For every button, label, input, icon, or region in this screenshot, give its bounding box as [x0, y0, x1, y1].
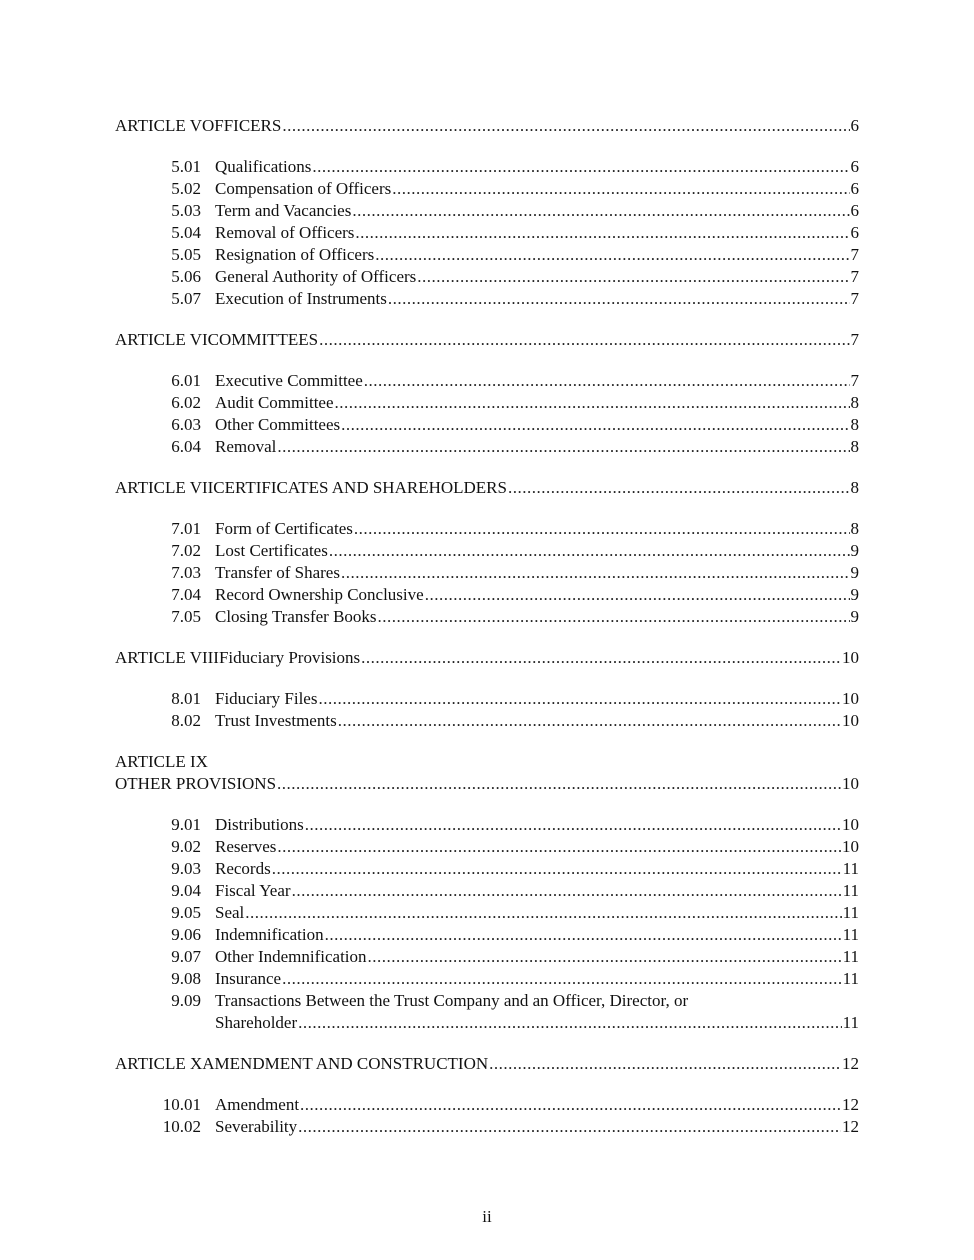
section-title: Distributions — [215, 815, 304, 834]
page-number: 11 — [842, 859, 859, 878]
leader-dots — [298, 1012, 841, 1034]
page-number: 9 — [850, 585, 859, 604]
leader-dots — [272, 858, 842, 880]
page-number: 6 — [850, 157, 859, 176]
leader-dots — [392, 178, 849, 200]
section-number: 7.05 — [171, 607, 201, 626]
section-number: 9.08 — [171, 969, 201, 988]
page-number: 7 — [850, 371, 859, 390]
section-number: 5.06 — [171, 267, 201, 286]
toc-entry-6-04[interactable] — [115, 436, 859, 458]
section-title: General Authority of Officers — [215, 267, 417, 286]
leader-dots — [318, 688, 841, 710]
article-label: ARTICLE VI — [115, 330, 208, 349]
section-number: 10.01 — [162, 1095, 201, 1114]
section-number: 6.01 — [171, 371, 201, 390]
leader-dots — [352, 200, 849, 222]
leader-dots — [300, 1094, 841, 1116]
toc-entry-6-02[interactable] — [115, 392, 859, 414]
section-title: Other Indemnification — [215, 947, 367, 966]
section-title: Indemnification — [215, 925, 324, 944]
leader-dots — [292, 880, 842, 902]
section-number: 5.05 — [171, 245, 201, 264]
section-title: Transfer of Shares — [215, 563, 340, 582]
leader-dots — [361, 647, 841, 669]
page-number: 6 — [850, 223, 859, 242]
section-title: Other Committees — [215, 415, 341, 434]
page-number: 11 — [842, 925, 859, 944]
section-number: 6.02 — [171, 393, 201, 412]
page-number: 6 — [850, 179, 859, 198]
leader-dots — [277, 836, 841, 858]
section-number: 5.07 — [171, 289, 201, 308]
toc-article-v[interactable] — [115, 115, 859, 137]
leader-dots — [319, 329, 849, 351]
section-number: 8.01 — [171, 689, 201, 708]
toc-article-vii[interactable] — [115, 477, 859, 499]
page-number: 11 — [842, 903, 859, 922]
section-title: Records — [215, 859, 271, 878]
section-number: 7.03 — [171, 563, 201, 582]
section-title: Compensation of Officers — [215, 179, 392, 198]
section-title: Amendment — [215, 1095, 300, 1114]
section-number: 9.03 — [171, 859, 201, 878]
toc-entry-9-02[interactable] — [115, 836, 859, 858]
section-number: 9.09 — [171, 991, 201, 1010]
leader-dots — [245, 902, 841, 924]
section-title: Resignation of Officers — [215, 245, 375, 264]
toc-entry-10-01[interactable] — [115, 1094, 859, 1116]
page-number: 10 — [842, 711, 859, 730]
section-number: 9.01 — [171, 815, 201, 834]
toc-entry-8-01[interactable] — [115, 688, 859, 710]
page-number: 12 — [842, 1054, 859, 1073]
section-title: Audit Committee — [215, 393, 334, 412]
page-number: 9 — [850, 607, 859, 626]
leader-dots — [368, 946, 842, 968]
toc-entry-5-04[interactable] — [115, 222, 859, 244]
article-title: OTHER PROVISIONS — [115, 774, 277, 793]
section-title: Fiscal Year — [215, 881, 291, 900]
section-title: Qualifications — [215, 157, 312, 176]
section-title: Executive Committee — [215, 371, 363, 390]
page-footer-number: ii — [482, 1207, 492, 1226]
page-number: 7 — [850, 330, 859, 349]
section-number: 9.07 — [171, 947, 201, 966]
toc-entry-5-02[interactable] — [115, 178, 859, 200]
leader-dots — [355, 222, 849, 244]
section-title: Record Ownership Conclusive — [215, 585, 424, 604]
page-number: 10 — [842, 648, 859, 667]
page-number: 10 — [842, 837, 859, 856]
article-label: ARTICLE V — [115, 116, 202, 135]
article-title: OFFICERS — [201, 116, 282, 135]
page-number: 10 — [842, 815, 859, 834]
page-number: 10 — [842, 774, 859, 793]
leader-dots — [375, 244, 849, 266]
section-number: 9.06 — [171, 925, 201, 944]
page-number: 8 — [850, 437, 859, 456]
leader-dots — [312, 156, 849, 178]
leader-dots — [277, 773, 841, 795]
section-number: 5.02 — [171, 179, 201, 198]
toc-entry-9-09-cont[interactable] — [115, 1012, 859, 1034]
section-title-line2: Shareholder — [215, 1013, 298, 1032]
page-number: 7 — [850, 289, 859, 308]
section-number: 7.01 — [171, 519, 201, 538]
leader-dots — [282, 968, 842, 990]
section-number: 6.03 — [171, 415, 201, 434]
section-title: Insurance — [215, 969, 282, 988]
toc-entry-8-02[interactable] — [115, 710, 859, 732]
page-number: 9 — [850, 541, 859, 560]
toc-entry-9-04[interactable] — [115, 880, 859, 902]
toc-entry-9-08[interactable] — [115, 968, 859, 990]
page-number: 11 — [842, 947, 859, 966]
leader-dots — [329, 540, 850, 562]
toc-entry-5-01[interactable] — [115, 156, 859, 178]
leader-dots — [489, 1053, 841, 1075]
article-title: COMMITTEES — [207, 330, 319, 349]
page-number: 8 — [850, 415, 859, 434]
section-number: 9.04 — [171, 881, 201, 900]
leader-dots — [277, 436, 849, 458]
toc-entry-5-05[interactable] — [115, 244, 859, 266]
leader-dots — [282, 115, 849, 137]
page-number: 8 — [850, 478, 859, 497]
section-title: Form of Certificates — [215, 519, 353, 538]
article-title: CERTIFICATES AND SHAREHOLDERS — [213, 478, 507, 497]
section-title: Trust Investments — [215, 711, 337, 730]
toc-entry-7-04[interactable] — [115, 584, 859, 606]
article-label: ARTICLE X — [115, 1054, 203, 1073]
toc-entry-9-07[interactable] — [115, 946, 859, 968]
leader-dots — [341, 562, 850, 584]
section-number: 5.01 — [171, 157, 201, 176]
article-label: ARTICLE IX — [115, 752, 208, 771]
section-number: 7.04 — [171, 585, 201, 604]
toc-entry-9-05[interactable] — [115, 902, 859, 924]
page-number: 6 — [850, 116, 859, 135]
article-label: ARTICLE VIII — [115, 648, 219, 667]
article-label: ARTICLE VII — [115, 478, 214, 497]
toc-article-viii[interactable] — [115, 647, 859, 669]
toc-entry-6-03[interactable] — [115, 414, 859, 436]
leader-dots — [341, 414, 849, 436]
leader-dots — [338, 710, 841, 732]
page-number: 7 — [850, 245, 859, 264]
leader-dots — [388, 288, 850, 310]
section-title: Execution of Instruments — [215, 289, 387, 308]
toc-article-ix[interactable] — [115, 773, 859, 795]
toc-article-vi[interactable] — [115, 329, 859, 351]
page-number: 9 — [850, 563, 859, 582]
leader-dots — [335, 392, 850, 414]
section-title: Removal — [215, 437, 277, 456]
page-number: 8 — [850, 393, 859, 412]
toc-entry-10-02[interactable] — [115, 1116, 859, 1138]
toc-entry-9-01[interactable] — [115, 814, 859, 836]
section-title: Reserves — [215, 837, 277, 856]
section-title: Closing Transfer Books — [215, 607, 377, 626]
leader-dots — [508, 477, 850, 499]
toc-entry-9-03[interactable] — [115, 858, 859, 880]
page-number: 6 — [850, 201, 859, 220]
section-number: 9.05 — [171, 903, 201, 922]
toc-entry-7-03[interactable] — [115, 562, 859, 584]
section-title-line1: Transactions Between the Trust Company and an Officer, Director, or — [215, 991, 689, 1010]
section-number: 8.02 — [171, 711, 201, 730]
page-number: 12 — [842, 1095, 859, 1114]
leader-dots — [354, 518, 850, 540]
section-title: Lost Certificates — [215, 541, 328, 560]
section-number: 6.04 — [171, 437, 201, 456]
leader-dots — [364, 370, 850, 392]
page-number: 7 — [850, 267, 859, 286]
section-title: Term and Vacancies — [215, 201, 352, 220]
section-number: 5.03 — [171, 201, 201, 220]
toc-entry-5-07[interactable] — [115, 288, 859, 310]
leader-dots — [305, 814, 841, 836]
toc-entry-9-09[interactable] — [115, 990, 859, 1012]
page-number: 11 — [842, 881, 859, 900]
page-number: 11 — [842, 969, 859, 988]
section-number: 5.04 — [171, 223, 201, 242]
page-number: 11 — [842, 1013, 859, 1032]
toc-entry-5-06[interactable] — [115, 266, 859, 288]
article-title: AMENDMENT AND CONSTRUCTION — [202, 1054, 489, 1073]
toc-entry-7-01[interactable] — [115, 518, 859, 540]
toc-article-ix-label[interactable] — [115, 751, 859, 773]
leader-dots — [298, 1116, 841, 1138]
leader-dots — [417, 266, 849, 288]
section-number: 7.02 — [171, 541, 201, 560]
toc-entry-6-01[interactable] — [115, 370, 859, 392]
leader-dots — [325, 924, 842, 946]
leader-dots — [425, 584, 850, 606]
section-number: 10.02 — [162, 1117, 201, 1136]
toc-entry-9-06[interactable] — [115, 924, 859, 946]
page-number: 8 — [850, 519, 859, 538]
article-title: Fiduciary Provisions — [218, 648, 361, 667]
toc-entry-7-02[interactable] — [115, 540, 859, 562]
section-title: Seal — [215, 903, 245, 922]
section-number: 9.02 — [171, 837, 201, 856]
toc-entry-7-05[interactable] — [115, 606, 859, 628]
section-title: Severability — [215, 1117, 298, 1136]
leader-dots — [378, 606, 850, 628]
section-title: Fiduciary Files — [215, 689, 318, 708]
page-number: 10 — [842, 689, 859, 708]
toc-article-x[interactable] — [115, 1053, 859, 1075]
page-number: 12 — [842, 1117, 859, 1136]
section-title: Removal of Officers — [215, 223, 355, 242]
toc-entry-5-03[interactable] — [115, 200, 859, 222]
